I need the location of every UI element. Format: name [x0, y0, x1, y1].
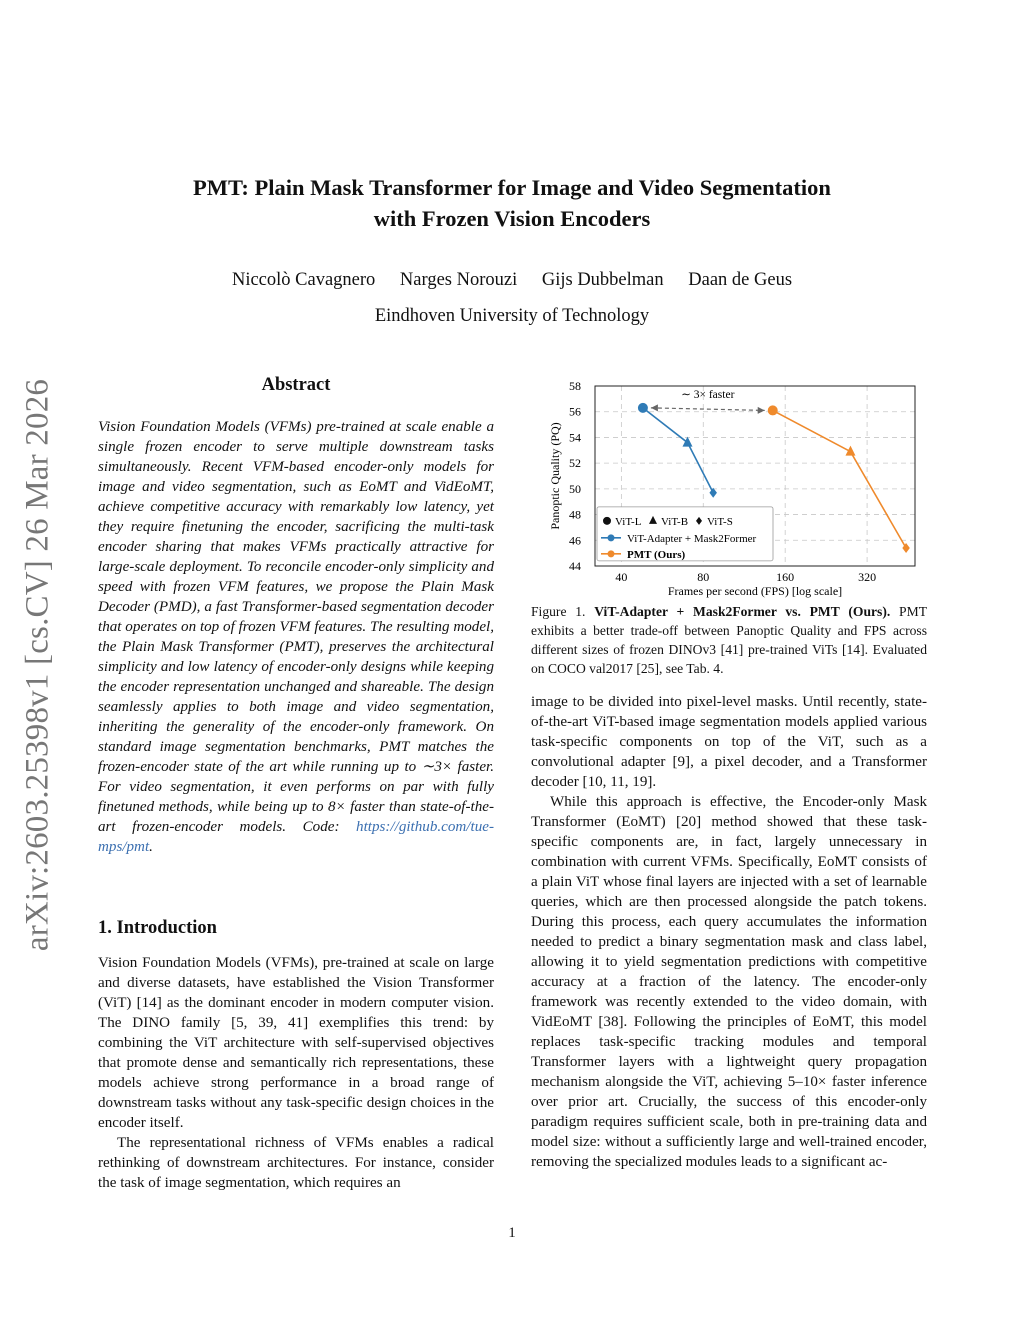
legend-entry: ViT-B: [661, 515, 689, 528]
caption-label: Figure 1.: [531, 604, 586, 619]
abstract-body: Vision Foundation Models (VFMs) pre-trained at scale enable a single frozen encoder to serve multiple downstream tasks simultaneously. Recent VFM-based encoder-only models for image and video segmentation, such as EoMT and VidEoMT, achieve competitive accuracy with remarkably low latency, yet they require finetuning the encoder, sacrificing the multi-task encoder sharing that makes VFMs practically attractive for large-scale deployment. To reconcile encoder-only simplicity and speed with frozen VFM features, we propose the Plain Mask Decoder (PMD), a fast Transformer-based segmentation decoder that operates on top of frozen VFM features. The resulting model, the Plain Mask Transformer (PMT), preserves the architectural simplicity and low latency of encoder-only designs while keeping the encoder representation unchanged and shareable. The design seamlessly applies to both image and video segmentation, inheriting the generality of the encoder-only framework. On standard image segmentation benchmarks, PMT matches the frozen-encoder state of the art while running up to ∼3× faster. For video segmentation, it even performs on par with fully finetuned methods, while being up to 8× faster than state-of-the-art frozen-encoder models. Code: https://github.com/tue-mps/pmt.: [98, 419, 494, 855]
speedup-annotation: ∼ 3× faster: [681, 388, 735, 401]
y-tick-label: 50: [569, 481, 581, 496]
section-heading-introduction: 1. Introduction: [98, 918, 217, 938]
author: Niccolò Cavagnero: [231, 270, 376, 290]
caption-title: ViT-Adapter + Mask2Former vs. PMT (Ours).: [594, 604, 891, 619]
arrowhead-right: [758, 407, 765, 414]
y-tick-label: 44: [569, 559, 581, 573]
title-line-2: with Frozen Vision Encoders: [373, 206, 651, 231]
legend-entry: ViT-L: [615, 515, 642, 528]
y-tick-label: 56: [569, 404, 581, 419]
code-label: Code:: [302, 819, 340, 835]
legend-entry: ViT-Adapter + Mask2Former: [627, 532, 757, 545]
introduction-body: [98, 953, 494, 1193]
y-tick-label: 48: [569, 507, 581, 522]
page-number: 1: [508, 1225, 516, 1241]
code-link[interactable]: https://github.com/tue-mps/pmt: [98, 819, 494, 855]
author: Narges Norouzi: [399, 270, 518, 290]
title-line-1: PMT: Plain Mask Transformer for Image and Video Segmentation: [193, 175, 831, 200]
y-axis-label: Panoptic Quality (PQ): [548, 422, 562, 530]
legend-marker: [603, 517, 611, 525]
series-line: [643, 408, 713, 493]
y-tick-label: 54: [569, 430, 581, 445]
paper-title: [0, 172, 1024, 234]
affiliation: Eindhoven University of Technology: [374, 306, 650, 326]
abstract-heading: Abstract: [261, 375, 331, 395]
abstract-text: Vision Foundation Models (VFMs) pre-trained at scale enable a single frozen encoder to serve multiple downstream tasks simultaneously. Recent VFM-based encoder-only models for image and video segmentation, such as EoMT and VidEoMT, achieve competitive accuracy with remarkably low latency, yet they require finetuning the encoder, sacrificing the multi-task encoder sharing that makes VFMs practically attractive for large-scale deployment. To reconcile encoder-only simplicity and speed with frozen VFM features, we propose the Plain Mask Decoder (PMD), a fast Transformer-based segmentation decoder that operates on top of frozen VFM features. The resulting model, the Plain Mask Transformer (PMT), preserves the architectural simplicity and low latency of encoder-only designs while keeping the encoder representation unchanged and shareable. The design seamlessly applies to both image and video segmentation, inheriting the generality of the encoder-only framework. On standard image segmentation benchmarks, PMT matches the frozen-encoder state of the art while running up to ∼3× faster. For video segmentation, it even performs on par with fully finetuned methods, while being up to 8× faster than state-of-the-art frozen-encoder models.: [98, 419, 494, 835]
legend-entry: PMT (Ours): [627, 548, 686, 561]
y-tick-label: 58: [569, 379, 581, 393]
author: Daan de Geus: [688, 270, 793, 290]
legend-marker: [608, 550, 615, 557]
right-column-body: [531, 692, 927, 1172]
speedup-arrow-line: [651, 408, 765, 411]
author-list: [0, 270, 1024, 291]
series-line: [773, 410, 906, 548]
arrowhead-left: [651, 404, 658, 411]
paragraph: image to be divided into pixel-level masks. Until recently, state-of-the-art ViT-based image segmentation models applied various task-specific components on top of the ViT, such as a convolutional adapter [9], a pixel decoder, and a Transformer decoder [10, 11, 19].: [531, 694, 927, 790]
author: Gijs Dubbelman: [541, 270, 664, 290]
legend-marker: [608, 534, 615, 541]
caption-text: PMT exhibits a better trade-off between Panoptic Quality and FPS across different sizes of frozen DINOv3 [41] pre-trained ViTs [14]. Evaluated on COCO val2017 [25], see Tab. 4.: [531, 604, 927, 676]
paragraph: While this approach is effective, the Encoder-only Mask Transformer (EoMT) [20] method showed that these task-specific components are, in fact, largely unnecessary in combination with current VFMs. Specifically, EoMT consists of a plain ViT whose final layers are injected with a set of learnable queries, which are then processed alongside the patch tokens. During this process, each query accumulates the information needed to predict a binary segmentation mask and class label, allowing it to yield segmentation predictions with competitive accuracy at a fraction of the latency. The encoder-only framework was recently extended to the video domain, with VidEoMT [38]. Following the principles of EoMT, this model replaces task-specific tracking modules and temporal Transformer layers with a lightweight query propagation mechanism alongside the ViT, achieving 5–10× faster inference over prior art. Crucially, the success of this encoder-only paradigm requires sufficient scale, both in pre-training data and model size: without a sufficiently large and well-trained encoder, removing the specialized modules leads to a significant ac-: [531, 794, 927, 1170]
data-point: [768, 405, 778, 415]
data-point: [638, 403, 648, 413]
arxiv-identifier: arXiv:2603.25398v1 [cs.CV] 26 Mar 2026: [19, 378, 56, 952]
figure-caption: [531, 602, 927, 678]
pq-vs-fps-chart: [545, 378, 925, 600]
data-point: [682, 437, 692, 447]
x-axis-label: Frames per second (FPS) [log scale]: [667, 584, 843, 598]
x-tick-label: 160: [776, 570, 795, 584]
paragraph: The representational richness of VFMs enables a radical rethinking of downstream architectures. For instance, consider the task of image segmentation, which requires an: [98, 1135, 494, 1191]
x-tick-label: 80: [697, 570, 710, 584]
x-tick-label: 320: [858, 570, 877, 584]
paragraph: Vision Foundation Models (VFMs), pre-trained at scale on large and diverse datasets, have established the Vision Transformer (ViT) [14] as the dominant encoder in modern computer vision. The DINO family [5, 39, 41] exemplifies this trend: by combining the ViT architecture with self-supervised objectives that promote dense and semantically rich representations, these models achieve strong performance in a broad range of downstream tasks without any task-specific design choices in the encoder itself.: [98, 955, 494, 1131]
legend-entry: ViT-S: [707, 515, 733, 528]
y-tick-label: 46: [569, 533, 581, 548]
x-tick-label: 40: [615, 570, 628, 584]
y-tick-label: 52: [569, 456, 581, 471]
